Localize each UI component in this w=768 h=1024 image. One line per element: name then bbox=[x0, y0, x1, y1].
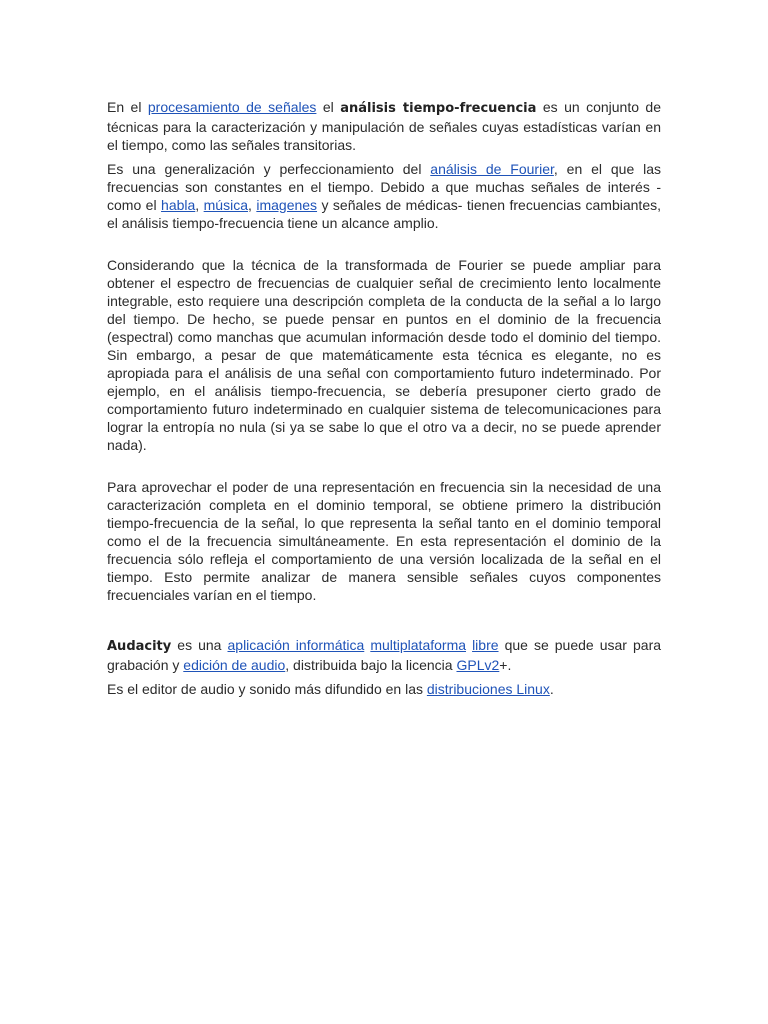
link-gplv2[interactable]: GPLv2 bbox=[456, 657, 500, 673]
text-run: es un conjunto de técnicas para la caracterización y manipulación de señales cuyas estadísticas varían en el tiempo, como las señales transitorias. bbox=[107, 99, 662, 153]
link-habla[interactable]: habla bbox=[161, 197, 196, 213]
link-libre[interactable]: libre bbox=[472, 637, 499, 653]
text-run: el bbox=[316, 99, 341, 115]
paragraph-intro bbox=[107, 98, 661, 154]
paragraph-audacity-linux bbox=[107, 680, 661, 698]
link-distribuciones-linux[interactable]: distribuciones Linux bbox=[426, 681, 550, 697]
paragraph-audacity bbox=[107, 636, 661, 674]
text-run: , bbox=[195, 197, 204, 213]
link-musica[interactable]: música bbox=[203, 197, 248, 213]
text-run: y señales de médicas- tienen frecuencias cambiantes, el análisis tiempo-frecuencia tiene un alcance amplio. bbox=[107, 197, 662, 231]
link-multiplataforma[interactable]: multiplataforma bbox=[370, 637, 467, 653]
bold-term-analisis-tiempo-frecuencia: análisis tiempo-frecuencia bbox=[340, 101, 537, 116]
document-body bbox=[107, 98, 661, 698]
link-imagenes[interactable]: imagenes bbox=[256, 197, 318, 213]
text-run: , en el que las frecuencias son constantes en el tiempo. Debido a que muchas señales de interés -como el bbox=[107, 161, 661, 213]
text-run: Es una generalización y perfeccionamiento del bbox=[107, 161, 431, 177]
link-procesamiento-de-senales[interactable]: procesamiento de señales bbox=[147, 99, 317, 115]
text-run: . bbox=[549, 681, 554, 697]
link-aplicacion-informatica[interactable]: aplicación informática bbox=[227, 637, 365, 653]
paragraph-generalization bbox=[107, 160, 661, 232]
bold-term-audacity: Audacity bbox=[107, 639, 172, 654]
text-run: Es el editor de audio y sonido más difundido en las bbox=[107, 681, 427, 697]
text-run: +. bbox=[499, 657, 512, 673]
text-run: , bbox=[248, 197, 257, 213]
text-run: es una bbox=[171, 637, 228, 653]
paragraph-time-frequency-distribution: Para aprovechar el poder de una representación en frecuencia sin la necesidad de una caracterización completa en el dominio temporal, se obtiene primero la distribución tiempo-frecuencia de la señal, lo que representa la señal tanto en el dominio temporal como el de la frecuencia simultáneamente. En esta representación el dominio de la frecuencia sólo refleja el comportamiento de una versión localizada de la señal en el tiempo. Esto permite analizar de manera sensible señales cuyos componentes frecuenciales varían en el tiempo. bbox=[107, 479, 661, 603]
text-run: En el bbox=[107, 99, 148, 115]
link-analisis-de-fourier[interactable]: análisis de Fourier bbox=[430, 161, 554, 177]
text-run: que se puede usar para grabación y bbox=[107, 637, 662, 673]
link-edicion-de-audio[interactable]: edición de audio bbox=[183, 657, 286, 673]
paragraph-fourier-extension: Considerando que la técnica de la transformada de Fourier se puede ampliar para obtener el espectro de frecuencias de cualquier señal de crecimiento lento localmente integrable, esto requiere una descripción completa de la conducta de la señal a lo largo del tiempo. De hecho, se puede pensar en puntos en el dominio de la frecuencia (espectral) como manchas que acumulan información desde todo el dominio del tiempo. Sin embargo, a pesar de que matemáticamente esta técnica es elegante, no es apropiada para el análisis de una señal con comportamiento futuro indeterminado. Por ejemplo, en el análisis tiempo-frecuencia, se debería presuponer cierto grado de comportamiento futuro indeterminado en cualquier sistema de telecomunicaciones para lograr la entropía no nula (si ya se sabe lo que el otro va a decir, no se puede aprender nada). bbox=[107, 257, 661, 453]
text-run: , distribuida bajo la licencia bbox=[285, 657, 457, 673]
